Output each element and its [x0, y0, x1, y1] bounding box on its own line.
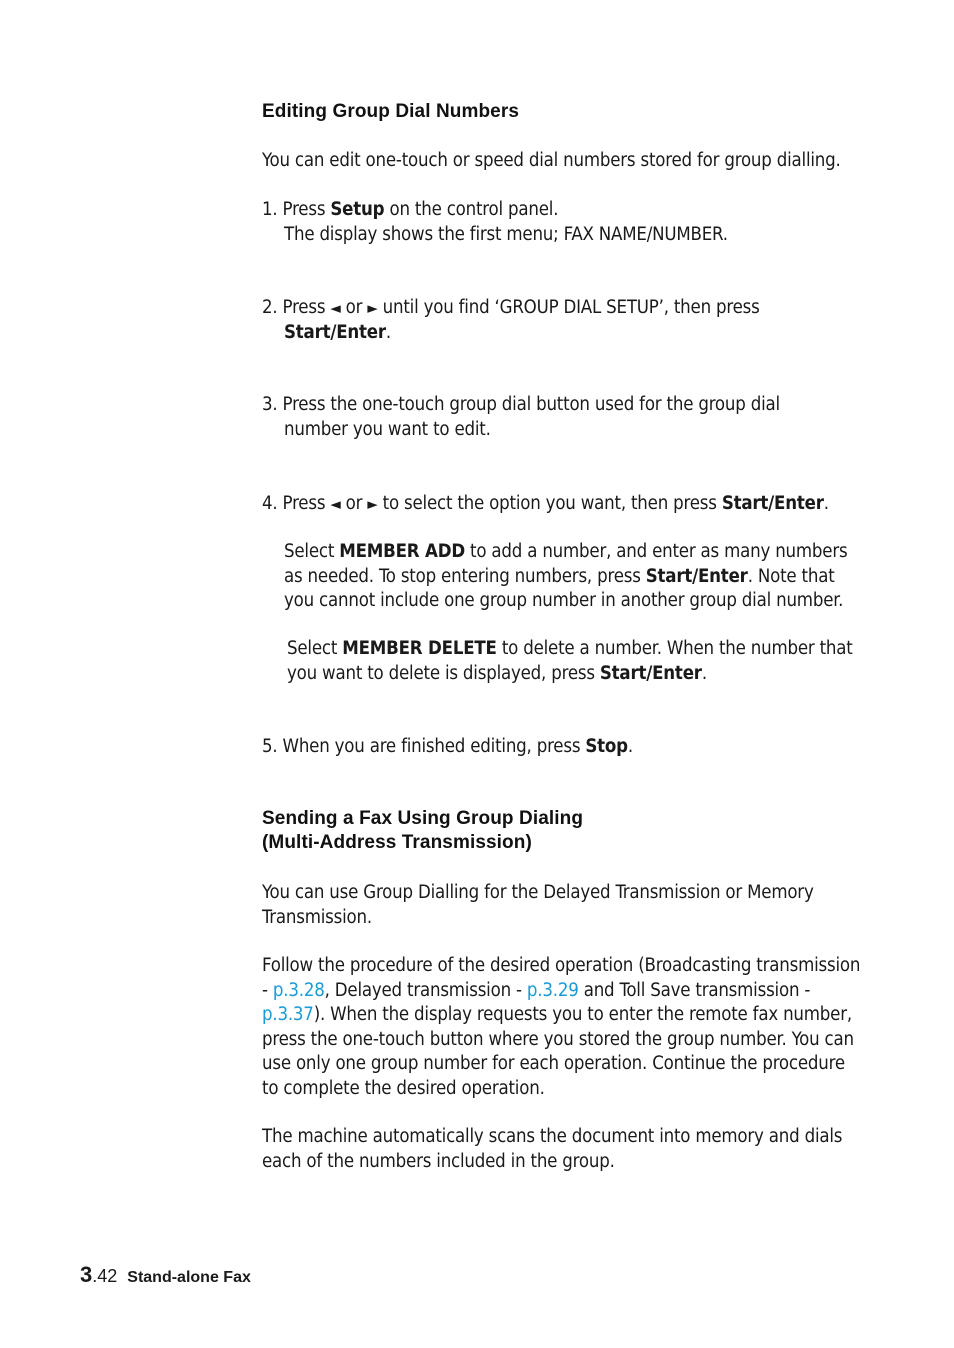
page-link-3-28[interactable]: p.3.28 [272, 979, 325, 1001]
step-3-line-2: number you want to edit. [284, 418, 491, 440]
start-enter-key-label: Start/Enter [721, 493, 824, 514]
left-arrow-icon: ◄ [330, 299, 341, 317]
step-2-line-1: 2. Press ◄ or ► until you find ‘GROUP DIAL SETUP’, then press [262, 297, 760, 318]
procedure-paragraph: Follow the procedure of the desired operation (Broadcasting transmission - p.3.28, Delayed transmission - p.3.29 and Toll Save transmission - p.3.37). When the display requests you to enter the remote fax number, press the one-touch button where you stored the group number. You can use only one group number for each operation. Continue the procedure to complete the desired operation. [262, 955, 861, 1099]
page-link-3-29[interactable]: p.3.29 [526, 979, 579, 1001]
section-heading-group-dialing: Sending a Fax Using Group Dialing (Multi-Address Transmission) [262, 808, 584, 853]
member-add-paragraph: Select MEMBER ADD to add a number, and enter as many numbers as needed. To stop entering numbers, press Start/Enter. Note that you cannot include one group number in another group dial number. [284, 541, 848, 611]
page-link-3-37[interactable]: p.3.37 [262, 1004, 314, 1025]
step-2 [262, 296, 872, 345]
group-dialing-intro: You can use Group Dialling for the Delayed Transmission or Memory Transmission. [262, 882, 814, 928]
memory-scan-paragraph: The machine automatically scans the document into memory and dials each of the numbers included in the group. [262, 1126, 843, 1172]
page-footer [80, 1262, 251, 1288]
step-2-line-2: Start/Enter. [284, 321, 392, 343]
step-1 [262, 198, 872, 247]
step-3 [262, 393, 872, 442]
step-4-line-1: 4. Press ◄ or ► to select the option you want, then press Start/Enter. [262, 493, 829, 514]
chapter-title: Stand-alone Fax [127, 1269, 251, 1286]
start-enter-key-label: Start/Enter [599, 662, 702, 684]
start-enter-key-label: Start/Enter [645, 565, 748, 587]
intro-paragraph: You can edit one-touch or speed dial numbers stored for group dialling. [262, 150, 841, 171]
step-5: 5. When you are finished editing, press Stop. [262, 736, 633, 757]
member-add-label: MEMBER ADD [339, 541, 465, 562]
member-delete-label: MEMBER DELETE [342, 638, 497, 659]
step-1-line-2: The display shows the first menu; FAX NAME/NUMBER. [284, 223, 728, 245]
right-arrow-icon: ► [367, 495, 378, 513]
setup-key-label: Setup [330, 199, 385, 220]
page-number: .42 [92, 1266, 118, 1286]
step-3-line-1: 3. Press the one-touch group dial button used for the group dial [262, 394, 780, 415]
right-arrow-icon: ► [367, 299, 378, 317]
section-heading-editing-group-dial: Editing Group Dial Numbers [262, 101, 520, 122]
left-arrow-icon: ◄ [330, 495, 341, 513]
start-enter-key-label: Start/Enter [284, 321, 386, 343]
step-4 [262, 492, 902, 517]
step-1-line-1: 1. Press Setup on the control panel. [262, 199, 559, 220]
member-delete-paragraph: Select MEMBER DELETE to delete a number. When the number that you want to delete is displayed, press Start/Enter. [287, 638, 853, 684]
chapter-number: 3 [80, 1262, 93, 1287]
stop-key-label: Stop [585, 736, 628, 757]
